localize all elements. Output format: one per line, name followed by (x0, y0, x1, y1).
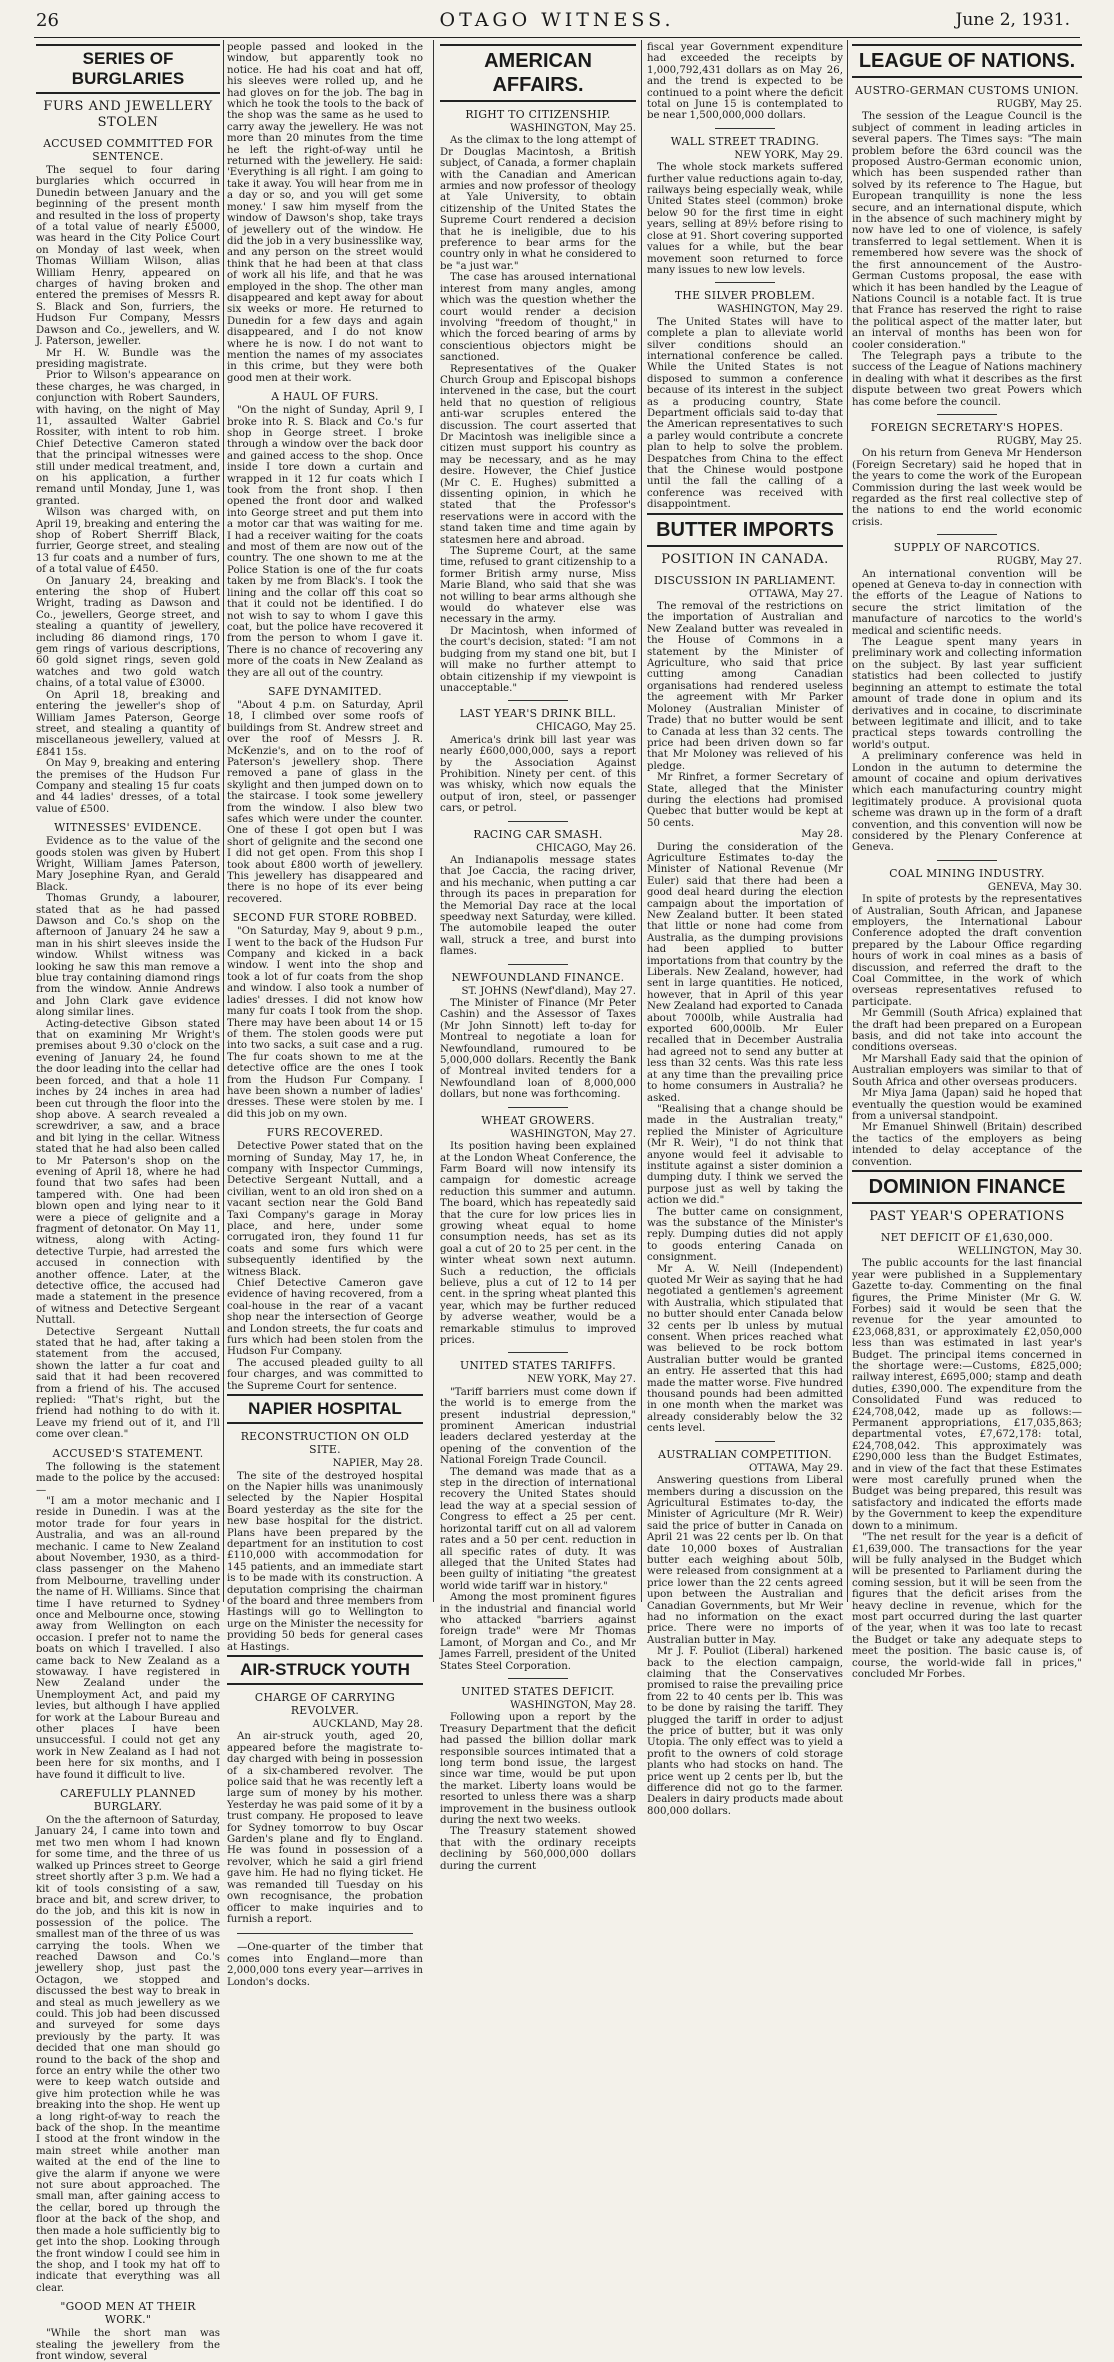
paragraph: Mr Gemmill (South Africa) explained that the draft had been prepared on a European basis, and did not take into account the conditions overseas. (852, 1008, 1082, 1054)
headline-burglaries: SERIES OF BURGLARIES (36, 44, 220, 94)
section-heading: SUPPLY OF NARCOTICS. (893, 541, 1041, 555)
paragraph: "On the night of Sunday, April 9, I broke into R. S. Black and Co.'s fur shop in George street. I broke through a window over the back door and gained access to the shop. Once inside I tore down a curtain and wrapped in it 12 fur coats which I took from the front shop. I then opened the front door and walked into George street and put them into a motor car that was waiting for me. I had a receiver waiting for the coats and most of them are now out of the country. The one shown to me at the Police Station is one of the fur coats taken by me from Black's. I took the lining and the collar off this coat so that it could not be identified. I do not wish to say to whom I gave this coat, but the police have recovered it from the person to whom I gave it. There is no chance of recovering any more of the coats in New Zealand as they are all out of the country. (227, 405, 423, 679)
paragraph: The League spent many years in preliminary work and collecting information on the subject. By last year sufficient statistics had been collected to justify beginning an attempt to estimate the total amount of trade done in opium and its derivatives and in cocaine, to discriminate between legitimate and illicit, and to take practical steps towards controlling the world's output. (852, 637, 1082, 751)
subhead: RECONSTRUCTION ON OLD SITE. (240, 1430, 410, 1457)
paragraph: Wilson was charged with, on April 19, breaking and entering the shop of Robert Sherriff Black, furrier, George street, and stealing 13 fur coats and a number of furs, of a total value of £450. (36, 507, 220, 576)
section-heading: CAREFULLY PLANNED BURGLARY. (60, 1787, 196, 1814)
dateline: OTTAWA, May 29. (748, 1462, 843, 1474)
masthead-rule (34, 37, 1080, 38)
separator (508, 1107, 568, 1108)
dateline: NAPIER, May 28. (332, 1458, 423, 1470)
section-heading: UNITED STATES DEFICIT. (461, 1684, 615, 1698)
paragraph: The Treasury statement showed that with the ordinary receipts declining by 560,000,000 dollars during the current (440, 1826, 636, 1872)
section-heading: LAST YEAR'S DRINK BILL. (459, 707, 617, 721)
newspaper-title: OTAGO WITNESS. (439, 9, 675, 31)
subhead: FURS AND JEWELLERY STOLEN (43, 99, 213, 130)
section-heading: WITNESSES' EVIDENCE. (54, 821, 202, 835)
paragraph: On the the afternoon of Saturday, January 24, I came into town and met two men whom I had known for some time, and the three of us walked up Princes street to George street shortly after 3 p.m. We had a kit of tools consisting of a saw, brace and bit, and screw driver, to do the job, and this kit is now in possession of the police. The smallest man of the three of us was carrying the tools. When we reached Dawson and Co.'s jewellery shop, just past the Octagon, we stopped and discussed the best way to break in and steal as much jewellery as we could. This job had been discussed and surveyed for some days previously by the party. It was decided that one man should go round to the back of the shop and force an entry while the other two were to keep watch outside and give him protection while he was breaking into the shop. He went up a long right-of-way to reach the back of the shop. In the meantime I stood at the front window in the main street while another man waited at the end of the line to give the alarm if anyone we were not sure about approached. The small man, after gaining access to the cellar, bored up through the floor at the back of the shop, and then made a hole sufficiently big to get into the shop. Looking through the front window I could see him in the shop, and I took my hat off to indicate that everything was all clear. (36, 1815, 220, 2294)
subhead: NET DEFICIT OF £1,630,000. (880, 1230, 1054, 1244)
paragraph: "On Saturday, May 9, about 9 p.m., I went to the back of the Hudson Fur Company and kicked in a back window. I went into the shop and took a lot of fur coats from the shop and window. I also took a number of ladies' dresses. I did not know how many fur coats I took from the shop. There may have been about 14 or 15 of them. The stolen goods were put into two sacks, a suit case and a rug. The fur coats shown to me at the detective office are the ones I took from the Hudson Fur Company. I have been shown a number of ladies' dresses. These were stolen by me. I did this job on my own. (227, 926, 423, 1120)
paragraph: Thomas Grundy, a labourer, stated that as he had passed Dawson and Co.'s shop on the afternoon of January 24 he saw a man in his shirt sleeves inside the window. Whilst witness was looking he saw this man remove a blue tray containing diamond rings from the window. Annie Andrews and John Clark gave evidence along similar lines. (36, 893, 220, 1019)
paragraph: America's drink bill last year was nearly £600,000,000, says a report by the Association Against Prohibition. Ninety per cent. of this was whisky, which now equals the output of iron, steel, or passenger cars, or petrol. (440, 734, 636, 815)
section-heading: SECOND FUR STORE ROBBED. (232, 911, 418, 925)
subhead: CHARGE OF CARRYING REVOLVER. (254, 1691, 396, 1717)
section-heading: ACCUSED'S STATEMENT. (52, 1446, 204, 1460)
paragraph: Acting-detective Gibson stated that on examining Mr Wright's premises about 9.30 o'clock on the evening of January 24, he found the door leading into the cellar had been forced, and that a hole 11 inches by 24 inches in area had been cut through the floor into the shop above. A search revealed a screwdriver, a saw, and a brace and bit lying in the cellar. Witness stated that he had also been called to Mr Paterson's shop on the evening of April 18, where he had found that two safes had been tampered with. One had been blown open and lying near to it were a piece of gelignite and a fragment of detonator. On May 11, witness, along with Acting-detective Turpie, had arrested the accused in connection with another offence. Later, at the detective office, the accused had made a statement in the presence of witness and Detective Sergeant Nuttall. (36, 1018, 220, 1327)
paragraph: people passed and looked in the window, but apparently took no notice. He had his coat and hat off, his sleeves were rolled up, and he had gloves on for the job. The bag in which he took the tools to the back of the shop was the same as he used to carry away the jewellery. He was not more than 20 minutes from the time he left the right-of-way until he returned with the jewellery. He said: 'Everything is all right. I am going to take it away. You will hear from me in a day or so, and you will get some money.' I saw him myself from the window of Dawson's shop, take trays of jewellery out of the window. He did the job in a very businesslike way, and any person on the street would think that he had been at that class of work all his life, and that he was employed in the shop. The other man disappeared and kept away for about six weeks or more. He returned to Dunedin for a few days and again disappeared, and I do not know where he is now. I do not want to mention the names of my associates in this crime, but they were both good men at their work. (227, 42, 423, 384)
separator (508, 700, 568, 701)
section-heading: THE SILVER PROBLEM. (674, 289, 816, 303)
column-1 (36, 42, 220, 2362)
column-rule (847, 40, 848, 1602)
section-heading: AUSTRALIAN COMPETITION. (658, 1447, 832, 1461)
paragraph: The whole stock markets suffered further value reductions again to-day, railways being especially weak, while United States steel (common) broke below 90 for the first time in eight years, selling at 89½ before rising to close at 91. Short covering supported values for a while, but the bear movement soon returned to force many issues to new low levels. (647, 162, 843, 276)
section-heading: RACING CAR SMASH. (473, 827, 603, 841)
paragraph: The site of the destroyed hospital on the Napier hills was unanimously selected by the Napier Hospital Board yesterday as the site for the new base hospital for the district. Plans have been prepared by the department for an institution to cost £110,000 with accommodation for 145 patients, and an immediate start is to be made with its construction. A deputation comprising the chairman of the board and three members from Hastings will go to Wellington to urge on the Minister the necessity for providing 50 beds for general cases at Hastings. (227, 1470, 423, 1653)
paragraph: The butter came on consignment, was the substance of the Minister's reply. Dumping duties did not apply to goods entering Canada on consignment. (647, 1206, 843, 1264)
column-3 (440, 42, 636, 1872)
paragraph: Mr J. F. Pouliot (Liberal) harkened back to the election campaign, claiming that the Conservatives promised to raise the prevailing price from 22 to 40 cents per lb. This was to be done by raising the tariff. They plugged the tariff in order to adjust the price of butter, but it was only Utopia. The only effect was to yield a profit to the owners of cold storage plants who had stocks on hand. The price went up 2 cents per lb, but the difference did not go to the farmer. Dealers in dairy products made about 800,000 dollars. (647, 1646, 843, 1817)
paragraph: Representatives of the Quaker Church Group and Episcopal bishops intervened in the case, but the court held that no question of religious anti-war scruples entered the discussion. The court asserted that Dr Macintosh was ineligible since a citizen must support his country as may be necessary, and as he may desire. However, the Chief Justice (Mr C. E. Hughes) submitted a dissenting opinion, in which he stated that the Professor's reservations were in accord with the stand taken time and time again by statesmen here and abroad. (440, 363, 636, 546)
section-heading: NEWFOUNDLAND FINANCE. (451, 970, 625, 984)
column-rule (223, 40, 224, 1602)
paragraph: Among the most prominent figures in the industrial and financial world who attacked "barriers against foreign trade" were Mr Thomas Lamont, of Morgan and Co., and Mr James Farrell, president of the United States Steel Corporation. (440, 1592, 636, 1672)
dateline: RUGBY, May 27. (996, 556, 1082, 568)
separator (937, 414, 997, 415)
paragraph: Mr Marshall Eady said that the opinion of Australian employers was similar to that of South Africa and other overseas producers. (852, 1053, 1082, 1088)
paragraph: —One-quarter of the timber that comes into England—more than 2,000,000 tons every year—arrives in London's docks. (227, 1942, 423, 1988)
paragraph: Prior to Wilson's appearance on these charges, he was charged, in conjunction with Robert Saunders, with having, on the night of May 11, assaulted Walter Gabriel Rossiter, with intent to rob him. Chief Detective Cameron stated that the principal witnesses were still under medical treatment, and, on his application, a further remand until Monday, June 1, was granted. (36, 370, 220, 507)
separator (508, 1352, 568, 1353)
section-heading: AUSTRO-GERMAN CUSTOMS UNION. (855, 84, 1079, 97)
separator (508, 821, 568, 822)
headline-air-struck-youth: AIR-STRUCK YOUTH (227, 1655, 423, 1685)
subhead: POSITION IN CANADA. (661, 551, 829, 567)
paragraph: Mr Rinfret, a former Secretary of State, alleged that the Minister during the elections had promised Quebec that butter would be kept at 50 cents. (647, 772, 843, 829)
paragraph: The following is the statement made to the police by the accused:— (36, 1461, 220, 1496)
subhead: PAST YEAR'S OPERATIONS (869, 1208, 1065, 1224)
dateline: WASHINGTON, May 28. (510, 1699, 636, 1711)
headline-american-affairs: AMERICAN AFFAIRS. (440, 44, 636, 102)
paragraph: The United States will have to complete a plan to alleviate world silver conditions should an international conference be called. While the United States is not disposed to summon a conference because of its interest in the subject as a producing country, State Department officials said to-day that the American representatives to such a parley would contribute a concrete plan to help to solve the problem. Despatches from China to the effect that the Chinese would postpone until the fall the calling of a conference was received with disappointment. (647, 316, 843, 511)
paragraph: Mr Emanuel Shinwell (Britain) described the tactics of the employers as being intended to delay acceptance of the convention. (852, 1122, 1082, 1168)
subhead: DISCUSSION IN PARLIAMENT. (654, 573, 836, 587)
section-heading: WALL STREET TRADING. (670, 134, 820, 148)
section-heading: UNITED STATES TARIFFS. (460, 1359, 616, 1373)
paragraph: Following upon a report by the Treasury Department that the deficit had passed the billion dollar mark responsible sources intimated that a long term bond issue, the largest since war time, would be put upon the market. Liberty loans would be resorted to unless there was a sharp improvement in the business outlook during the next two weeks. (440, 1712, 636, 1827)
paragraph: As the climax to the long attempt of Dr Douglas Macintosh, a British subject, of Canada, a former chaplain with the Canadian and American armies and now professor of theology at Yale University, to obtain citizenship of the United States the Supreme Court rendered a decision that he is ineligible, due to his preference to bear arms for the country only in what he considered to be "a just war." (440, 135, 636, 272)
dateline: CHICAGO, May 25. (536, 722, 636, 734)
separator (508, 964, 568, 965)
column-rule (641, 40, 642, 1602)
paragraph: Mr A. W. Neill (Independent) quoted Mr Weir as saying that he had negotiated a gentlemen's agreement with Australia, which stipulated that no butter should enter Canada below 32 cents per lb unless by mutual consent. When prices reached what was believed to be rock bottom Australian butter would be granted an entry. He asserted that this had made the matter worse. Five hundred thousand pounds had been admitted in one month when the market was already considerably below the 32 cents level. (647, 1263, 843, 1435)
dateline: AUCKLAND, May 28. (312, 1719, 423, 1730)
column-2 (227, 42, 423, 1988)
paragraph: Detective Sergeant Nuttall stated that he had, after taking a statement from the accused, shown the latter a fur coat and said that it had been recovered from a friend of his. The accused replied: "That's right, but the friend had nothing to do with it. Leave my friend out of it, and I'll come over clean." (36, 1326, 220, 1441)
paragraph: The case has aroused international interest from many angles, among which was the question whether the court would render a decision involving "freedom of thought," in which the forced bearing of arms by conscientious objectors might be sanctioned. (440, 272, 636, 364)
column-rule (433, 40, 434, 1602)
separator (715, 128, 775, 129)
paragraph: fiscal year Government expenditure had exceeded the receipts by 1,000,792,431 dollars as on May 26, and the trend is expected to be continued to a point where the deficit total on June 15 is contemplated to be near 1,500,000,000 dollars. (647, 42, 843, 122)
dateline: WASHINGTON, May 25. (510, 123, 636, 134)
paragraph: The sequel to four daring burglaries which occurred in Dunedin between January and the beginning of the present month and resulted in the loss of property of a total value of nearly £5000, was heard in the City Police Court on Monday of last week, when Thomas William Wilson, alias William Henry, appeared on charges of having broken and entered the premises of Messrs R. S. Black and Son, furriers, the Hudson Fur Company, Messrs Dawson and Co., jewellers, and W. J. Paterson, jeweller. (36, 165, 220, 348)
paragraph: An international convention will be opened at Geneva to-day in connection with the efforts of the League of Nations to secure the strict limitation of the manufacture of narcotics to the world's medical and scientific needs. (852, 568, 1082, 637)
section-heading: SAFE DYNAMITED. (268, 684, 382, 698)
separator (937, 860, 997, 861)
paragraph: "The net result for the year is a deficit of £1,639,000. The transactions for the year will be fully analysed in the Budget which will be presented to Parliament during the coming session, but it will be seen from the figures that the deficit arises from the heavy decline in revenue, which for the most part occurred during the last quarter of the year, when it was too late to recast the Budget or take any adequate steps to meet the position. The basic cause is, of course, the world-wide fall in prices," concluded Mr Forbes. (852, 1532, 1082, 1680)
section-heading: FURS RECOVERED. (266, 1126, 384, 1140)
headline-dominion-finance: DOMINION FINANCE (852, 1170, 1082, 1204)
separator (508, 1678, 568, 1679)
paragraph: In spite of protests by the representatives of Australian, South African, and Japanese employers, the International Labour Conference adopted the draft convention prepared by the Labour Office regarding hours of work in coal mines as a basis of discussion, and referred the draft to the Coal Committee, in the work of which overseas representatives refused to participate. (852, 894, 1082, 1008)
separator (715, 1441, 775, 1442)
paragraph: During the consideration of the Agriculture Estimates to-day the Minister of National Revenue (Mr Euler) said that there had been a good deal heard during the election campaign about the importation of New Zealand butter. It been stated that little or none had come from Australia, as the dumping provisions had been applied to butter importations from that country by the Liberals. New Zealand, however, had sent in large quantities. He noticed, however, that in April of this year New Zealand had exported to Canada about 7000lb, while Australia had exported 600,000lb. Mr Euler recalled that in December Australia had agreed not to send any butter at less than 32 cents. Was this rate less at any time than the prevailing price to home consumers in Australia? he asked. (647, 841, 843, 1104)
paragraph: Answering questions from Liberal members during a discussion on the Agricultural Estimates to-day, the Minister of Agriculture (Mr R. Weir) said the price of butter in Canada on April 21 was 22 cents per lb. On that date 10,000 boxes of Australian butter each weighing about 50lb, were released from consignment at a price lower than the 22 cents agreed upon between the Australian and Canadian Governments, but Mr Weir had no information on the exact price. There were no imports of Australian butter in May. (647, 1475, 843, 1646)
paragraph: Mr H. W. Bundle was the presiding magistrate. (36, 347, 220, 370)
paragraph: An Indianapolis message states that Joe Caccia, the racing driver, and his mechanic, when putting a car through its paces in preparation for the Memorial Day race at the local speedway next Saturday, were killed. The automobile leaped the outer wall, struck a tree, and burst into flames. (440, 854, 636, 958)
paragraph: On his return from Geneva Mr Henderson (Foreign Secretary) said he hoped that in the years to come the work of the European Commission during the last week would be regarded as the first real collective step of the nations to end the world economic crisis. (852, 448, 1082, 528)
separator (237, 1933, 413, 1934)
paragraph: A preliminary conference was held in London in the autumn to determine the amount of cocaine and opium derivatives which each manufacturing country might legitimately produce. A provisional quota scheme was drawn up in the form of a draft convention, and this convention will now be considered by the Plenary Conference at Geneva. (852, 751, 1082, 854)
paragraph: On January 24, breaking and entering the shop of Hubert Wright, trading as Dawson and Co., jewellers, George street, and stealing a quantity of jewellery, including 86 diamond rings, 170 gem rings of various descriptions, 60 gold signet rings, seven gold watches and two gold watch chains, of a total value of £3000. (36, 575, 220, 690)
separator (937, 534, 997, 535)
paragraph: The Supreme Court, at the same time, refused to grant citizenship to a former British army nurse, Miss Marie Bland, who said that she was not willing to bear arms although she would do whatever else was necessary in the army. (440, 546, 636, 626)
paragraph: Chief Detective Cameron gave evidence of having recovered, from a coal-house in the rear of a vacant shop near the intersection of George and London streets, the fur coats and furs which had been stolen from the Hudson Fur Company. (227, 1278, 423, 1358)
paragraph: Detective Power stated that on the morning of Sunday, May 17, he, in company with Inspector Cummings, Detective Sergeant Nuttall, and a civilian, went to an old iron shed on a vacant section near the Gold Band Taxi Company's garage in Moray place, and here, under some corrugated iron, they found 11 fur coats and some furs which were subsequently identified by the witness Black. (227, 1141, 423, 1278)
dateline: WASHINGTON, May 27. (510, 1128, 636, 1140)
section-heading: FOREIGN SECRETARY'S HOPES. (870, 420, 1064, 434)
paragraph: The Telegraph pays a tribute to the success of the League of Nations machinery in dealing with what it describes as the first dispute between two great Powers which has come before the council. (852, 350, 1082, 408)
column-4 (647, 42, 843, 1817)
section-heading: COAL MINING INDUSTRY. (889, 866, 1045, 880)
dateline: RUGBY, May 25. (996, 435, 1082, 447)
paragraph: The accused pleaded guilty to all four charges, and was committed to the Supreme Court for sentence. (227, 1357, 423, 1392)
section-heading: A HAUL OF FURS. (271, 390, 379, 404)
column-5 (852, 42, 1082, 1680)
headline-butter-imports: BUTTER IMPORTS (647, 513, 843, 547)
dateline: NEW YORK, May 29. (734, 149, 843, 161)
masthead (0, 0, 1114, 34)
paragraph: Dr Macintosh, when informed of the court's decision, stated: "I am not budging from my stand one bit, but I will make no further attempt to obtain citizenship if my viewpoint is unacceptable." (440, 625, 636, 694)
paragraph: Its position having been explained at the London Wheat Conference, the Farm Board will now intensify its campaign for domestic acreage reduction this summer and autumn. The board, which has repeatedly said that the cure for low prices lies in growing wheat equal to home consumption needs, has set as its goal a cut of 20 to 25 per cent. in the winter wheat sown next autumn. Such a reduction, the officials believe, plus a cut of 12 to 14 per cent. in the spring wheat planted this year, which may be further reduced by adverse weather, would be a remarkable stimulus to improved prices. (440, 1141, 636, 1346)
headline-napier-hospital: NAPIER HOSPITAL (227, 1394, 423, 1424)
page-number: 26 (36, 10, 59, 31)
dateline: May 28. (801, 829, 843, 841)
paragraph: The Minister of Finance (Mr Peter Cashin) and the Assessor of Taxes (Mr John Sinnott) left to-day for Montreal to negotiate a loan for Newfoundland, rumoured to be 5,000,000 dollars. Recently the Bank of Montreal invited tenders for a Newfoundland loan of 8,000,000 dollars, but none was forthcoming. (440, 998, 636, 1101)
paragraph: "Tariff barriers must come down if the world is to emerge from the present industrial depression," prominent American industrial leaders declared yesterday at the opening of the convention of the National Foreign Trade Council. (440, 1386, 636, 1467)
paragraph: Mr Miya Jama (Japan) said he hoped that eventually the question would be examined from a universal standpoint. (852, 1088, 1082, 1122)
paragraph: The session of the League Council is the subject of comment in leading articles in several papers. The Times says: "The main problem before the 63rd council was the proposed Austro-German economic union, which has been suspended rather than solved by its reference to The Hague, but European tranquillity is none the less secure, and an international dispute, which in the absence of such machinery might by now have led to one of violence, is safely transferred to legal settlement. When it is remembered how severe was the shock of the first announcement of the Austro-German Customs proposal, the ease with which it has been handled by the League of Nations Council is a notable fact. It is true that France has reserved the right to raise the political aspect of the matter later, but an interval of months has been won for cooler consideration." (852, 111, 1082, 351)
paragraph: An air-struck youth, aged 20, appeared before the magistrate to-day charged with being in possession of a six-chambered revolver. The police said that he was recently left a large sum of money by his mother. Yesterday he was paid some of it by a trust company. He proposed to leave for Sydney tomorrow to buy Oscar Garden's plane and fly to England. He was found in possession of a revolver, which he said a girl friend gave him. He had no flying ticket. He was remanded till Tuesday on his own recognisance, the probation officer to make inquiries and to furnish a report. (227, 1731, 423, 1925)
section-heading: WHEAT GROWERS. (481, 1113, 595, 1127)
paragraph: The removal of the restrictions on the importation of Australian and New Zealand butter was revealed in the House of Commons in a statement by the Minister of Agriculture, who said that price cutting among Canadian organisations had rendered useless the agreement with Mr Parker Moloney (Australian Minister of Trade) that no butter would be sent to Canada at less than 32 cents. The price had been driven down so far that Mr Moloney was relieved of his pledge. (647, 601, 843, 772)
dateline: OTTAWA, May 27. (748, 588, 843, 600)
paragraph: The demand was made that as a step in the direction of international recovery the United States should lead the way at a special session of Congress to effect a 25 per cent. horizontal tariff cut on all ad valorem rates and a 50 per cent. reduction in all specific rates of duty. It was alleged that the United States had been guilty of initiating "the greatest world wide tariff war in history." (440, 1466, 636, 1592)
dateline: RUGBY, May 25. (996, 99, 1082, 110)
subhead: ACCUSED COMMITTED FOR SENTENCE. (43, 137, 213, 163)
section-heading: RIGHT TO CITIZENSHIP. (465, 108, 611, 121)
paragraph: On May 9, breaking and entering the premises of the Hudson Fur Company and stealing 15 fur coats and 44 ladies' dresses, of a total value of £500. (36, 758, 220, 815)
paragraph: "While the short man was stealing the jewellery from the front window, several (36, 2328, 220, 2362)
separator (715, 282, 775, 283)
paragraph: Evidence as to the value of the goods stolen was given by Hubert Wright, William James Paterson, Mary Josephine Ryan, and Gerald Black. (36, 836, 220, 893)
dateline: CHICAGO, May 26. (536, 842, 636, 854)
paragraph: "I am a motor mechanic and I reside in Dunedin. I was at the motor trade for four years in Australia, and was an all-round mechanic. I came to New Zealand about November, 1930, as a third-class passenger on the Maheno from Melbourne, travelling under the name of H. Williams. Since that time I have returned to Sydney once and Melbourne once, stowing away from Wellington on each occasion. I prefer not to name the boats on which I travelled. I also came back to New Zealand as a stowaway. I have registered in New Zealand under the Unemployment Act, and paid my levies, but although I have applied for work at the Labour Bureau and other places I have been unsuccessful. I could not get any work in New Zealand as I had not been here for six months, and I have found it difficult to live. (36, 1495, 220, 1781)
dateline: GENEVA, May 30. (987, 881, 1082, 893)
section-heading: "GOOD MEN AT THEIR WORK." (60, 2300, 196, 2327)
dateline: NEW YORK, May 27. (527, 1374, 636, 1386)
paragraph: "Realising that a change should be made in the Australian treaty," replied the Minister of Agriculture (Mr R. Weir), "I do not think that anyone would feel it advisable to institute against a sister dominion a dumping duty. I think we served the purpose just as well by taking the action we did." (647, 1103, 843, 1207)
issue-date: June 2, 1931. (955, 10, 1070, 30)
paragraph: The public accounts for the last financial year were published in a Supplementary Gazette to-day. Commenting on the final figures, the Prime Minister (Mr G. W. Forbes) said it would be seen that the revenue for the year amounted to £23,068,831, or approximately £2,050,000 less than was estimated in last year's Budget. The principal items concerned in the shortage were:—Customs, £825,000; railway interest, £695,000; stamp and death duties, £390,000. The expenditure from the Consolidated Fund was reduced to £24,708,042, made up as follows:—Permanent appropriations, £17,035,863; departmental votes, £7,672,178: total, £24,708,042. This approximately was £290,000 less than the Budget Estimates, and in view of the fact that these Estimates were most carefully pruned when the Budget was being prepared, this result was satisfactory and indicated the efforts made by the Government to keep the expenditure down to a minimum. (852, 1258, 1082, 1532)
dateline: WASHINGTON, May 29. (717, 304, 843, 316)
dateline: WELLINGTON, May 30. (957, 1245, 1082, 1257)
paragraph: On April 18, breaking and entering the jeweller's shop of William James Paterson, George street, and stealing a quantity of miscellaneous jewellery, valued at £841 15s. (36, 689, 220, 758)
headline-league-of-nations: LEAGUE OF NATIONS. (852, 44, 1082, 78)
dateline: ST. JOHNS (Newf'dland), May 27. (461, 985, 636, 997)
paragraph: "About 4 p.m. on Saturday, April 18, I climbed over some roofs of buildings from St. Andrew street and over the roof of Messrs J. R. McKenzie's, and on to the roof of Paterson's jewellery shop. There removed a pane of glass in the skylight and then jumped down on to the staircase. I took some jewellery from the window. I also blew two safes which were under the counter. One of these I got open but I was short of gelignite and the second one I did not get open. From this shop I took about £800 worth of jewellery. This jewellery has disappeared and there is no hope of its ever being recovered. (227, 699, 423, 905)
